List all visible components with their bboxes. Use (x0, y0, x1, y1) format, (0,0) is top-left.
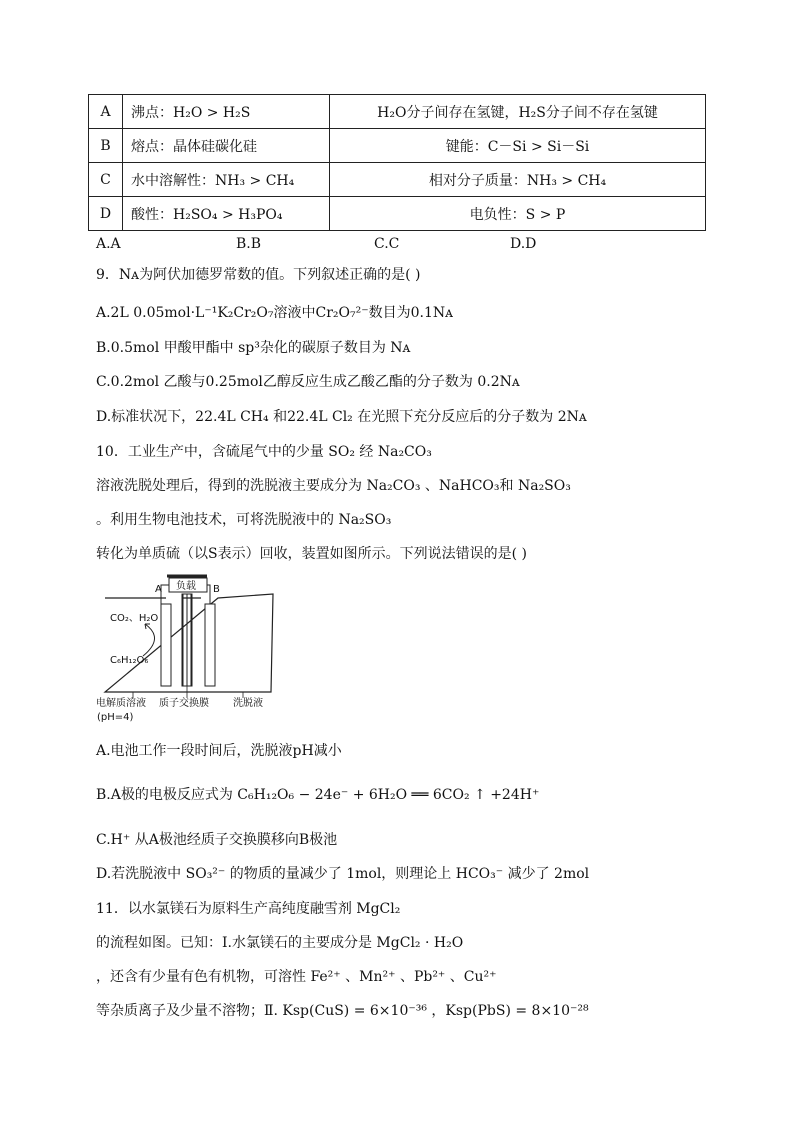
electrode-a-label: A (155, 584, 162, 595)
row-property: 水中溶解性：NH₃ > CH₄ (123, 163, 330, 197)
q9-option-c: C.0.2mol 乙酸与0.25mol乙醇反应生成乙酸乙酯的分子数为 0.2Nᴀ (96, 374, 520, 390)
q11-line-2: 的流程如图。已知：Ⅰ.水氯镁石的主要成分是 MgCl₂ · H₂O (96, 935, 464, 951)
row-key: D (89, 197, 123, 231)
answer-d: D.D (510, 236, 537, 252)
q10-option-a: A.电池工作一段时间后，洗脱液pH减小 (96, 743, 342, 759)
row-property: 酸性：H₂SO₄ > H₃PO₄ (123, 197, 330, 231)
row-property: 熔点：晶体硅碳化硅 (123, 129, 330, 163)
load-label: 负载 (176, 581, 196, 592)
q10-line-2: 溶液洗脱处理后，得到的洗脱液主要成分为 Na₂CO₃ 、NaHCO₃和 Na₂SO₃ (96, 478, 571, 494)
q9-stem: 9．Nᴀ为阿伏加德罗常数的值。下列叙述正确的是( ) (96, 267, 421, 283)
co2-label: CO₂、H₂O (110, 613, 159, 624)
options-table (88, 94, 706, 231)
q10-line-4: 转化为单质硫（以S表示）回收，装置如图所示。下列说法错误的是( ) (96, 546, 527, 562)
q9-option-a: A.2L 0.05mol·L⁻¹K₂Cr₂O₇溶液中Cr₂O₇²⁻数目为0.1Nᴀ (96, 305, 454, 321)
row-key: A (89, 95, 123, 129)
membrane-label: 质子交换膜 (159, 698, 209, 709)
table-row (89, 95, 706, 129)
q11-line-3: ，还含有少量有色有机物，可溶性 Fe²⁺ 、Mn²⁺ 、Pb²⁺ 、Cu²⁺ (96, 969, 497, 985)
row-reason: 键能：C－Si > Si－Si (330, 129, 706, 163)
answer-c: C.C (374, 236, 400, 252)
electrode-b-label: B (213, 584, 220, 595)
row-reason: H₂O分子间存在氢键，H₂S分子间不存在氢键 (330, 95, 706, 129)
row-reason: 电负性：S > P (330, 197, 706, 231)
row-key: B (89, 129, 123, 163)
table-row (89, 129, 706, 163)
table-row (89, 163, 706, 197)
battery-figure (93, 572, 283, 724)
electrolyte-label: 电解质溶液 (96, 698, 146, 709)
q9-option-d: D.标准状况下，22.4L CH₄ 和22.4L Cl₂ 在光照下充分反应后的分子数为 2Nᴀ (96, 409, 587, 425)
q11-line-4: 等杂质离子及少量不溶物；Ⅱ. Ksp(CuS) = 6×10⁻³⁶ ，Ksp(PbS) = 8×10⁻²⁸ (96, 1003, 589, 1019)
q10-option-b: B.A极的电极反应式为 C₆H₁₂O₆ − 24e⁻ + 6H₂O ══ 6CO₂ ↑ +24H⁺ (96, 787, 540, 803)
glucose-label: C₆H₁₂O₆ (110, 655, 149, 666)
q9-option-b: B.0.5mol 甲酸甲酯中 sp³杂化的碳原子数目为 Nᴀ (96, 340, 411, 356)
table-row (89, 197, 706, 231)
row-key: C (89, 163, 123, 197)
q10-option-c: C.H⁺ 从A极池经质子交换膜移向B极池 (96, 832, 338, 848)
ph-label: (pH=4) (97, 712, 134, 723)
row-property: 沸点：H₂O > H₂S (123, 95, 330, 129)
q10-line-1: 10．工业生产中，含硫尾气中的少量 SO₂ 经 Na₂CO₃ (96, 444, 432, 460)
row-reason: 相对分子质量：NH₃ > CH₄ (330, 163, 706, 197)
q10-line-3: 。利用生物电池技术，可将洗脱液中的 Na₂SO₃ (96, 512, 392, 528)
eluent-label: 洗脱液 (233, 698, 263, 709)
answer-a: A.A (96, 236, 121, 252)
q10-option-d: D.若洗脱液中 SO₃²⁻ 的物质的量减少了 1mol，则理论上 HCO₃⁻ 减少了 2mol (96, 866, 590, 882)
q11-line-1: 11．以水氯镁石为原料生产高纯度融雪剂 MgCl₂ (96, 901, 401, 917)
answer-b: B.B (236, 236, 262, 252)
